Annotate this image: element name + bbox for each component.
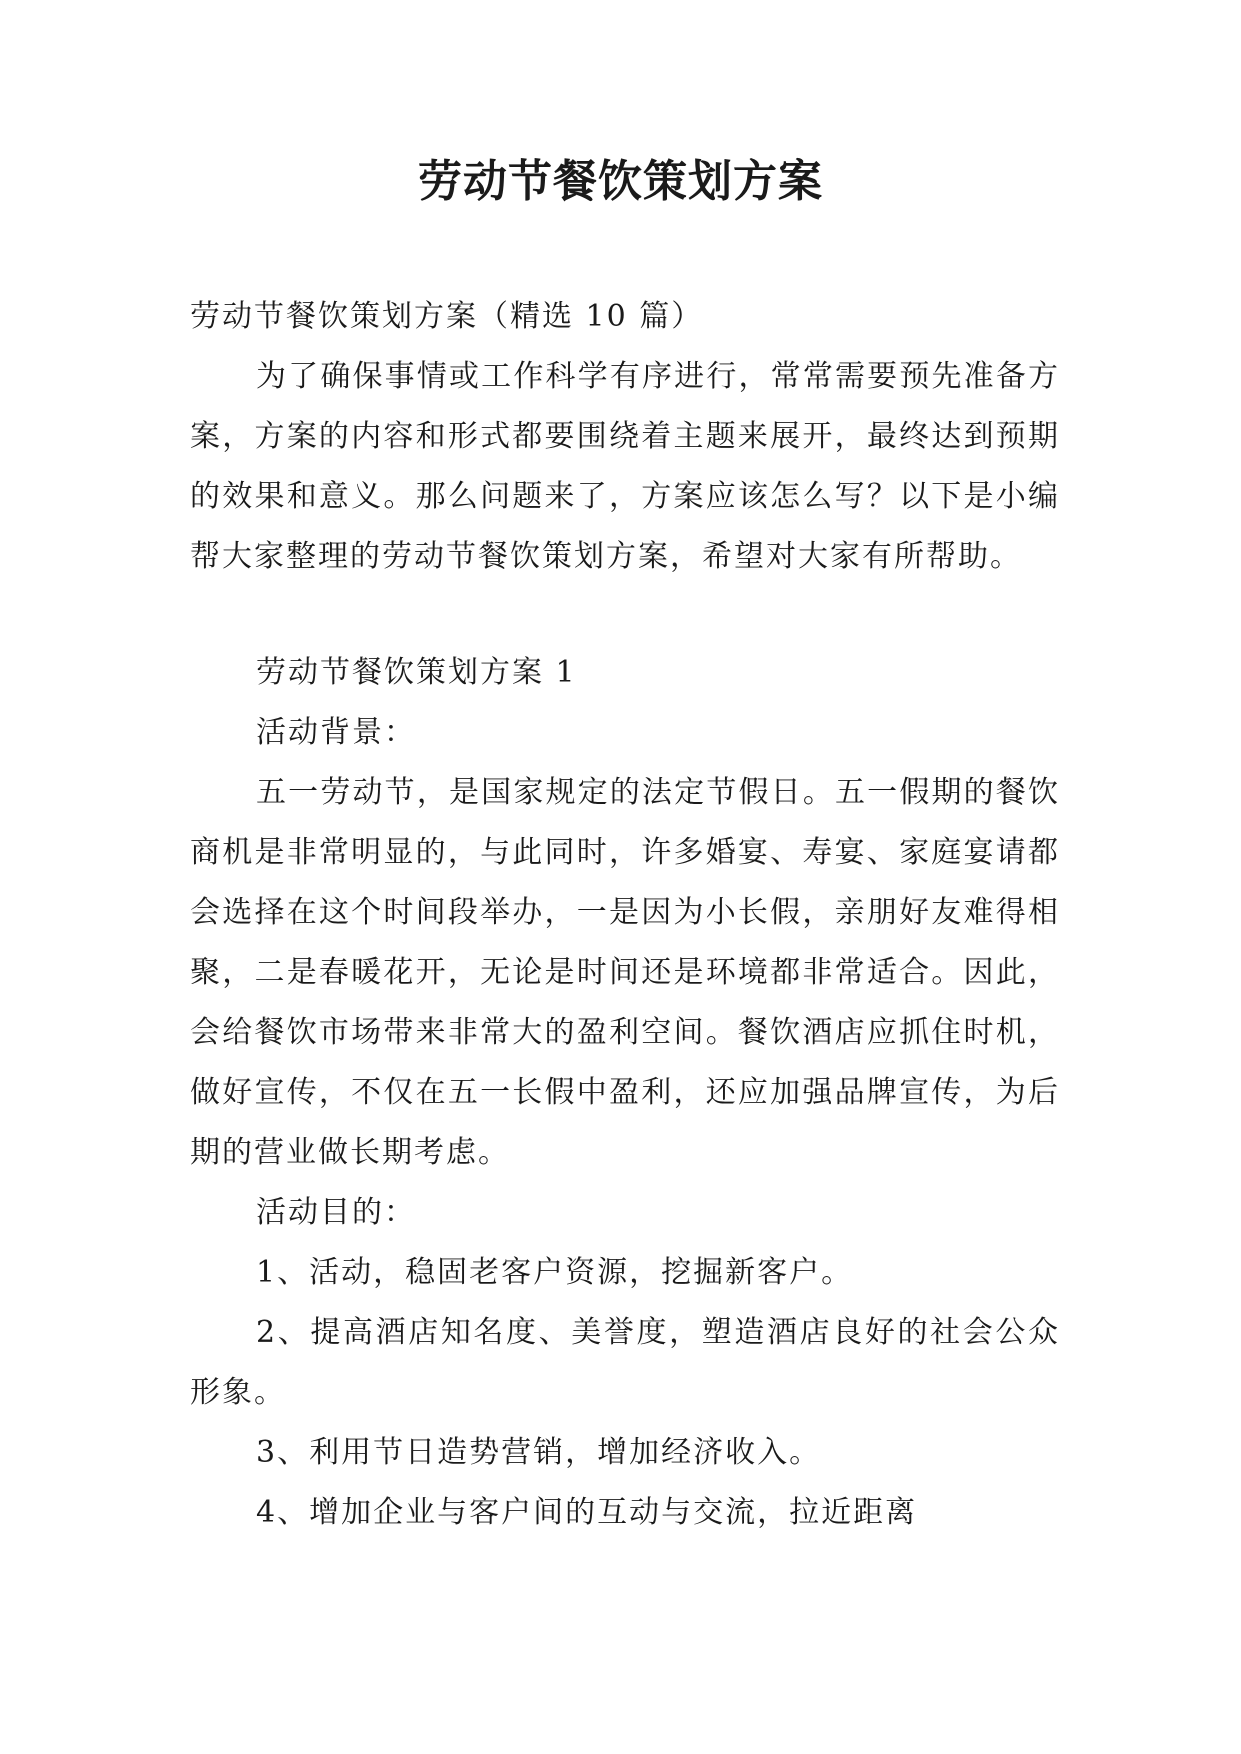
background-paragraph: 五一劳动节，是国家规定的法定节假日。五一假期的餐饮商机是非常明显的，与此同时，许多婚宴、寿宴、家庭宴请都会选择在这个时间段举办，一是因为小长假，亲朋好友难得相聚，二是春暖花开，无论是时间还是环境都非常适合。因此，会给餐饮市场带来非常大的盈利空间。餐饮酒店应抓住时机，做好宣传，不仅在五一长假中盈利，还应加强品牌宣传，为后期的营业做长期考虑。 <box>190 775 1060 1170</box>
purpose-item: 3、利用节日造势营销，增加经济收入。 <box>256 1435 822 1470</box>
section-heading: 劳动节餐饮策划方案 1 <box>256 655 577 690</box>
purpose-item: 1、活动，稳固老客户资源，挖掘新客户。 <box>256 1255 854 1290</box>
purpose-item: 4、增加企业与客户间的互动与交流，拉近距离 <box>256 1495 918 1530</box>
document-title: 劳动节餐饮策划方案 <box>418 156 823 207</box>
purpose-label: 活动目的： <box>256 1195 416 1230</box>
section-spacer <box>190 587 1060 643</box>
document-body <box>190 287 1060 1543</box>
background-label: 活动背景： <box>256 715 416 750</box>
document-subtitle: 劳动节餐饮策划方案（精选 10 篇） <box>190 299 704 334</box>
intro-paragraph: 为了确保事情或工作科学有序进行，常常需要预先准备方案，方案的内容和形式都要围绕着主题来展开，最终达到预期的效果和意义。那么问题来了，方案应该怎么写？以下是小编帮大家整理的劳动节餐饮策划方案，希望对大家有所帮助。 <box>190 359 1060 574</box>
purpose-item: 2、提高酒店知名度、美誉度，塑造酒店良好的社会公众形象。 <box>190 1315 1060 1410</box>
